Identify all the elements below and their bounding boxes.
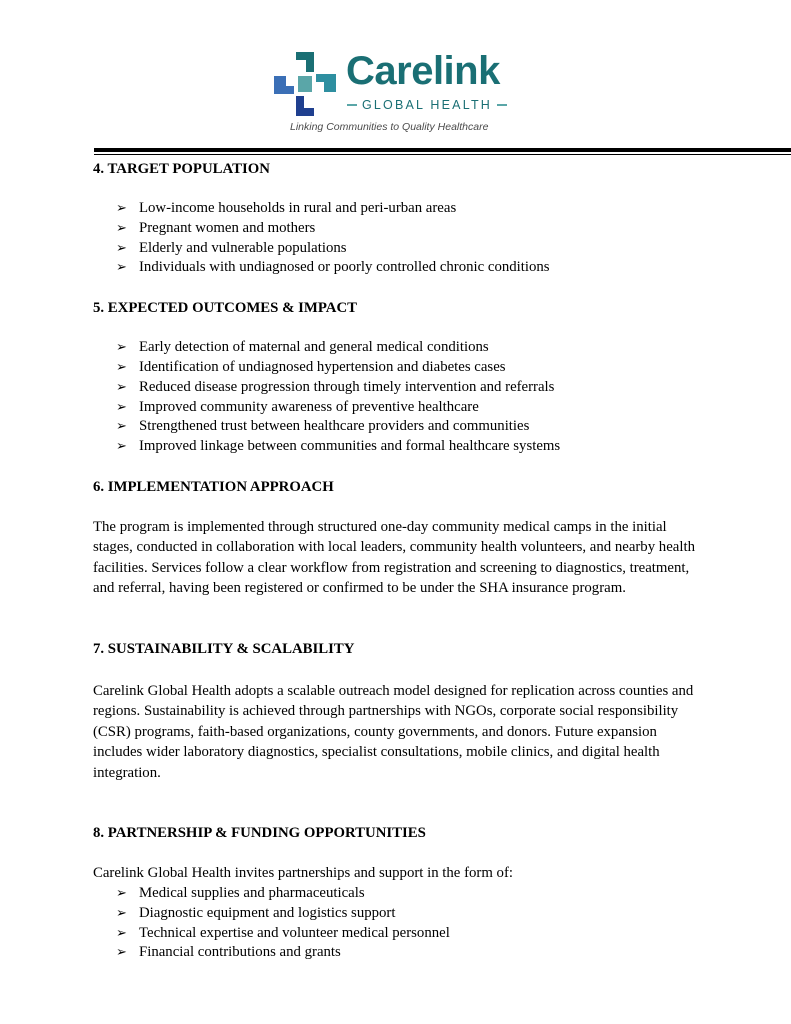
section-heading-outcomes: 5. EXPECTED OUTCOMES & IMPACT: [93, 300, 358, 317]
brand-subtitle: [342, 98, 512, 112]
arrow-bullet-icon: ➢: [116, 399, 127, 415]
section-heading-partnership: 8. PARTNERSHIP & FUNDING OPPORTUNITIES: [93, 825, 426, 842]
list-item: ➢ Individuals with undiagnosed or poorly controlled chronic conditions: [116, 258, 703, 278]
arrow-bullet-icon: ➢: [116, 201, 127, 216]
list-item: ➢ Reduced disease progression through timely intervention and referrals: [116, 378, 703, 398]
list-item: ➢ Pregnant women and mothers: [116, 219, 703, 239]
arrow-bullet-icon: ➢: [116, 359, 127, 375]
arrow-bullet-icon: ➢: [116, 260, 127, 276]
arrow-bullet-icon: ➢: [116, 439, 127, 455]
partnership-intro: Carelink Global Health invites partnerships and support in the form of:: [93, 865, 513, 882]
arrow-bullet-icon: ➢: [116, 240, 127, 256]
list-item: ➢ Technical expertise and volunteer medical personnel: [116, 924, 703, 944]
arrow-bullet-icon: ➢: [116, 340, 127, 356]
arrow-bullet-icon: ➢: [116, 379, 127, 395]
implementation-paragraph: The program is implemented through structured one-day community medical camps in the initial stages, conducted in collaboration with local leaders, community health volunteers, and nearby health facilities. Services follow a clear workflow from registration and screening to diagnostics, treatment, and referral, having been registered or confirmed to be under the SHA insurance program.: [93, 518, 695, 597]
brand-name: Carelink: [346, 49, 500, 93]
carelink-cross-icon: [272, 50, 338, 118]
sustainability-paragraph: Carelink Global Health adopts a scalable outreach model designed for replication across counties and regions. Sustainability is achieved through partnerships with NGOs, corporate social responsibility (CSR) programs, faith-based organizations, county governments, and donors. Future expansion includes wider laboratory diagnostics, specialist consultations, mobile clinics, and digital health integration.: [93, 682, 694, 781]
list-item: ➢ Identification of undiagnosed hypertension and diabetes cases: [116, 358, 703, 378]
section-heading-sustainability: 7. SUSTAINABILITY & SCALABILITY: [93, 640, 355, 657]
partnership-list: [93, 884, 703, 963]
outcomes-list: [93, 338, 703, 457]
list-item: ➢ Diagnostic equipment and logistics support: [116, 904, 703, 924]
list-item: ➢ Early detection of maternal and general medical conditions: [116, 338, 703, 358]
header-rule: [94, 148, 791, 155]
arrow-bullet-icon: ➢: [116, 925, 127, 941]
list-item: ➢ Medical supplies and pharmaceuticals: [116, 884, 703, 904]
section-heading-implementation: 6. IMPLEMENTATION APPROACH: [93, 478, 334, 495]
list-item: ➢ Improved linkage between communities and formal healthcare systems: [116, 437, 703, 457]
brand-subtitle-text: GLOBAL HEALTH: [361, 98, 493, 112]
arrow-bullet-icon: ➢: [116, 905, 127, 921]
brand-tagline: Linking Communities to Quality Healthcare: [290, 121, 489, 133]
list-item: ➢ Improved community awareness of preventive healthcare: [116, 398, 703, 418]
list-item: ➢ Low-income households in rural and peri-urban areas: [116, 199, 703, 219]
list-item: ➢ Strengthened trust between healthcare providers and communities: [116, 417, 703, 437]
document-body: [93, 157, 703, 963]
list-item: ➢ Financial contributions and grants: [116, 943, 703, 963]
arrow-bullet-icon: ➢: [116, 220, 127, 236]
arrow-bullet-icon: ➢: [116, 885, 127, 901]
target-list: [93, 199, 703, 278]
arrow-bullet-icon: ➢: [116, 419, 127, 435]
list-item: ➢ Elderly and vulnerable populations: [116, 239, 703, 259]
section-heading-target: 4. TARGET POPULATION: [93, 161, 270, 177]
logo: [268, 42, 516, 138]
arrow-bullet-icon: ➢: [116, 945, 127, 961]
